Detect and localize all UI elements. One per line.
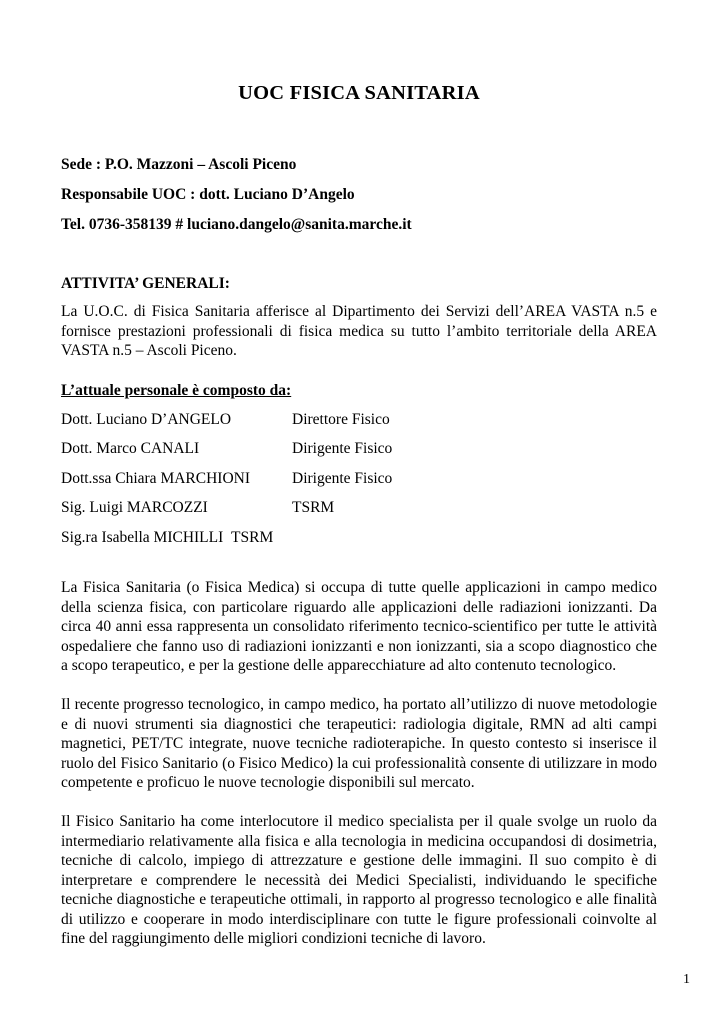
body-paragraph: Il Fisico Sanitario ha come interlocutore il medico specialista per il quale svolge un ruolo da intermediario relativamente alla fisica e alla tecnologia in medicina occupandosi di dosimetria, tecniche di calcolo, impiego di attrezzature e gestione delle immagini. Il suo compito è di interpretare e comprendere le necessità dei Medici Specialisti, individuando le specifiche tecniche diagnostiche e terapeutiche ottimali, in rapporto al progresso tecnologico e alle finalità di utilizzo e cooperare in modo interdisciplinare con tutte le figure professionali coinvolte al fine del raggiungimento delle migliori condizioni tecniche di lavoro.	[61, 813, 657, 947]
staff-name: Dott.ssa Chiara MARCHIONI	[61, 470, 250, 487]
attivita-heading: ATTIVITA’ GENERALI:	[61, 275, 230, 292]
page-title-text: UOC FISICA SANITARIA	[238, 82, 480, 104]
contatti-line: Tel. 0736-358139 # luciano.dangelo@sanita.marche.it	[61, 216, 412, 233]
sede-line: Sede : P.O. Mazzoni – Ascoli Piceno	[61, 156, 297, 173]
document-page	[61, 0, 657, 1024]
staff-name: Dott. Marco CANALI	[61, 440, 200, 457]
attivita-paragraph: La U.O.C. di Fisica Sanitaria afferisce al Dipartimento dei Servizi dell’AREA VASTA n.5 e fornisce prestazioni professionali di fisica medica su tutto l’ambito territoriale della AREA VASTA n.5 – Ascoli Piceno.	[61, 303, 657, 359]
staff-role: Dirigente Fisico	[292, 440, 393, 457]
body-paragraph: Il recente progresso tecnologico, in campo medico, ha portato all’utilizzo di nuove metodologie e di nuovi strumenti sia diagnostici che terapeutici: radiologia digitale, RMN ad alti campi magnetici, PET/TC integrate, nuove tecniche radioterapiche. In questo contesto si inserisce il ruolo del Fisico Sanitario (o Fisico Medico) la cui professionalità consente di utilizzare in modo competente e proficuo le nuove tecnologie disponibili sul mercato.	[61, 696, 657, 791]
page-number: 1	[683, 972, 690, 987]
staff-name: Dott. Luciano D’ANGELO	[61, 411, 232, 428]
personale-heading: L’attuale personale è composto da:	[61, 382, 292, 399]
staff-name: Sig.ra Isabella MICHILLI	[61, 529, 224, 546]
staff-role: Direttore Fisico	[292, 411, 390, 428]
body-paragraph: La Fisica Sanitaria (o Fisica Medica) si occupa di tutte quelle applicazioni in campo medico della scienza fisica, con particolare riguardo alle applicazioni delle radiazioni ionizzanti. Da circa 40 anni essa rappresenta un consolidato riferimento tecnico-scientifico per tutte le attività ospedaliere che fanno uso di radiazioni ionizzanti e non ionizzanti, sia a scopo diagnostico che a scopo terapeutico, e per la gestione delle apparecchiature ad alto contenuto tecnologico.	[61, 579, 657, 674]
staff-row	[61, 529, 273, 549]
staff-name: Sig. Luigi MARCOZZI	[61, 499, 208, 516]
staff-role: Dirigente Fisico	[292, 470, 393, 487]
staff-role: TSRM	[292, 499, 335, 516]
staff-role: TSRM	[231, 529, 274, 546]
page-title	[61, 82, 657, 105]
responsabile-line: Responsabile UOC : dott. Luciano D’Angelo	[61, 186, 355, 203]
